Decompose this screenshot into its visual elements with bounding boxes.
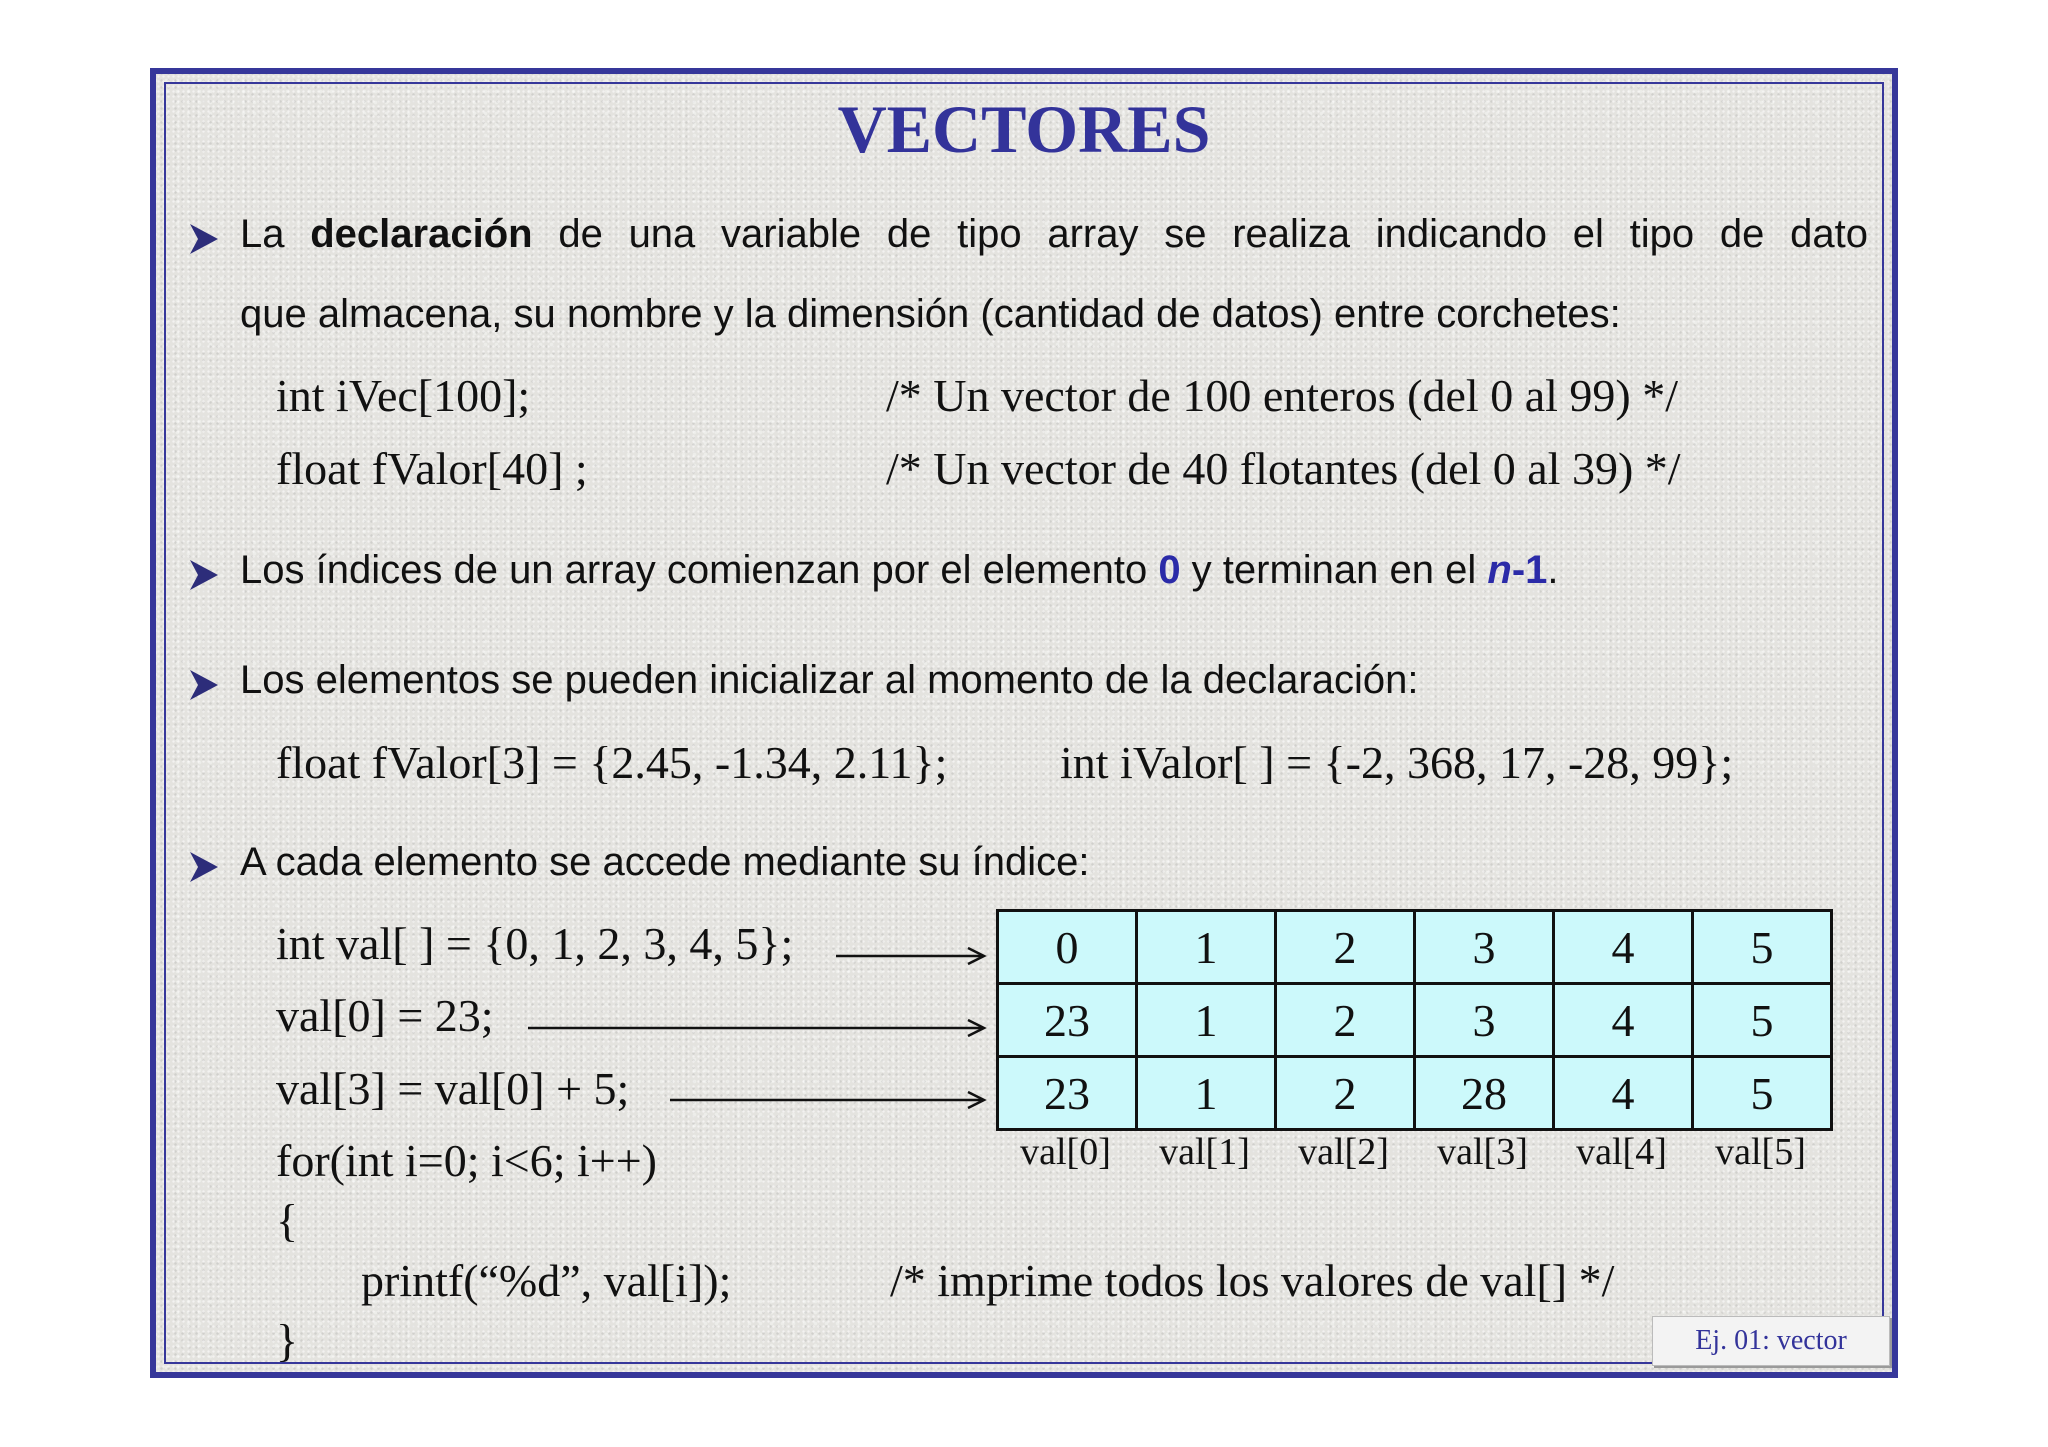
example-tag-button[interactable]: Ej. 01: vector bbox=[1652, 1316, 1890, 1366]
code-line: float fValor[40] ; bbox=[276, 443, 588, 494]
slide-title: VECTORES bbox=[837, 91, 1211, 167]
vector-cell: 3 bbox=[1415, 911, 1554, 984]
code-comment: /* Un vector de 40 flotantes (del 0 al 39) */ bbox=[886, 443, 1681, 494]
arrowhead-bullet-icon bbox=[188, 558, 220, 592]
code-line: val[0] = 23; bbox=[276, 990, 494, 1041]
vector-cell: 1 bbox=[1137, 984, 1276, 1057]
vector-cell: 0 bbox=[998, 911, 1137, 984]
init-code-float: float fValor[3] = {2.45, -1.34, 2.11}; bbox=[276, 737, 948, 788]
arrow-icon bbox=[670, 1088, 996, 1112]
index-label: val[2] bbox=[1298, 1131, 1389, 1173]
vector-cell: 4 bbox=[1554, 984, 1693, 1057]
index-label: val[1] bbox=[1159, 1131, 1250, 1173]
code-line: printf(“%d”, val[i]); bbox=[361, 1255, 732, 1306]
arrow-icon bbox=[836, 944, 996, 968]
vector-cell: 28 bbox=[1415, 1057, 1554, 1130]
index-label: val[3] bbox=[1437, 1131, 1528, 1173]
code-line: int val[ ] = {0, 1, 2, 3, 4, 5}; bbox=[276, 918, 794, 969]
arrowhead-bullet-icon bbox=[188, 850, 220, 884]
slide bbox=[150, 68, 1898, 1378]
table-row bbox=[998, 984, 1832, 1057]
vector-cell: 5 bbox=[1693, 911, 1832, 984]
arrow-icon bbox=[528, 1016, 996, 1040]
code-line: for(int i=0; i<6; i++) bbox=[276, 1135, 658, 1186]
table-row bbox=[998, 911, 1832, 984]
code-comment: /* Un vector de 100 enteros (del 0 al 99) */ bbox=[886, 370, 1678, 421]
vector-cell: 4 bbox=[1554, 1057, 1693, 1130]
bullet1-line2: que almacena, su nombre y la dimensión (cantidad de datos) entre corchetes: bbox=[240, 292, 1621, 336]
arrowhead-bullet-icon bbox=[188, 668, 220, 702]
init-code-int: int iValor[ ] = {-2, 368, 17, -28, 99}; bbox=[1060, 737, 1734, 788]
index-label: val[4] bbox=[1576, 1131, 1667, 1173]
code-line: val[3] = val[0] + 5; bbox=[276, 1063, 630, 1114]
bullet4-text: A cada elemento se accede mediante su índice: bbox=[240, 840, 1090, 884]
vector-cell: 5 bbox=[1693, 1057, 1832, 1130]
bullet2-text: Los índices de un array comienzan por el elemento 0 y terminan en el n-1. bbox=[240, 548, 1559, 592]
vector-cell: 4 bbox=[1554, 911, 1693, 984]
vector-cell: 1 bbox=[1137, 1057, 1276, 1130]
vector-cell: 3 bbox=[1415, 984, 1554, 1057]
code-line: } bbox=[276, 1315, 299, 1366]
index-label: val[0] bbox=[1020, 1131, 1111, 1173]
vector-cell: 2 bbox=[1276, 911, 1415, 984]
arrowhead-bullet-icon bbox=[188, 222, 220, 256]
vector-cell: 5 bbox=[1693, 984, 1832, 1057]
code-line: int iVec[100]; bbox=[276, 370, 531, 421]
code-line: { bbox=[276, 1195, 299, 1246]
bullet1-line1: La declaración de una variable de tipo array se realiza indicando el tipo de dato bbox=[240, 212, 1868, 256]
index-label: val[5] bbox=[1715, 1131, 1806, 1173]
code-comment: /* imprime todos los valores de val[] */ bbox=[890, 1255, 1615, 1306]
vector-cell: 1 bbox=[1137, 911, 1276, 984]
vector-cell: 23 bbox=[998, 1057, 1137, 1130]
vector-cell: 23 bbox=[998, 984, 1137, 1057]
vector-cell: 2 bbox=[1276, 1057, 1415, 1130]
vector-cell: 2 bbox=[1276, 984, 1415, 1057]
table-row bbox=[998, 1057, 1832, 1130]
vector-table bbox=[996, 909, 1833, 1131]
bullet3-text: Los elementos se pueden inicializar al momento de la declaración: bbox=[240, 658, 1419, 702]
